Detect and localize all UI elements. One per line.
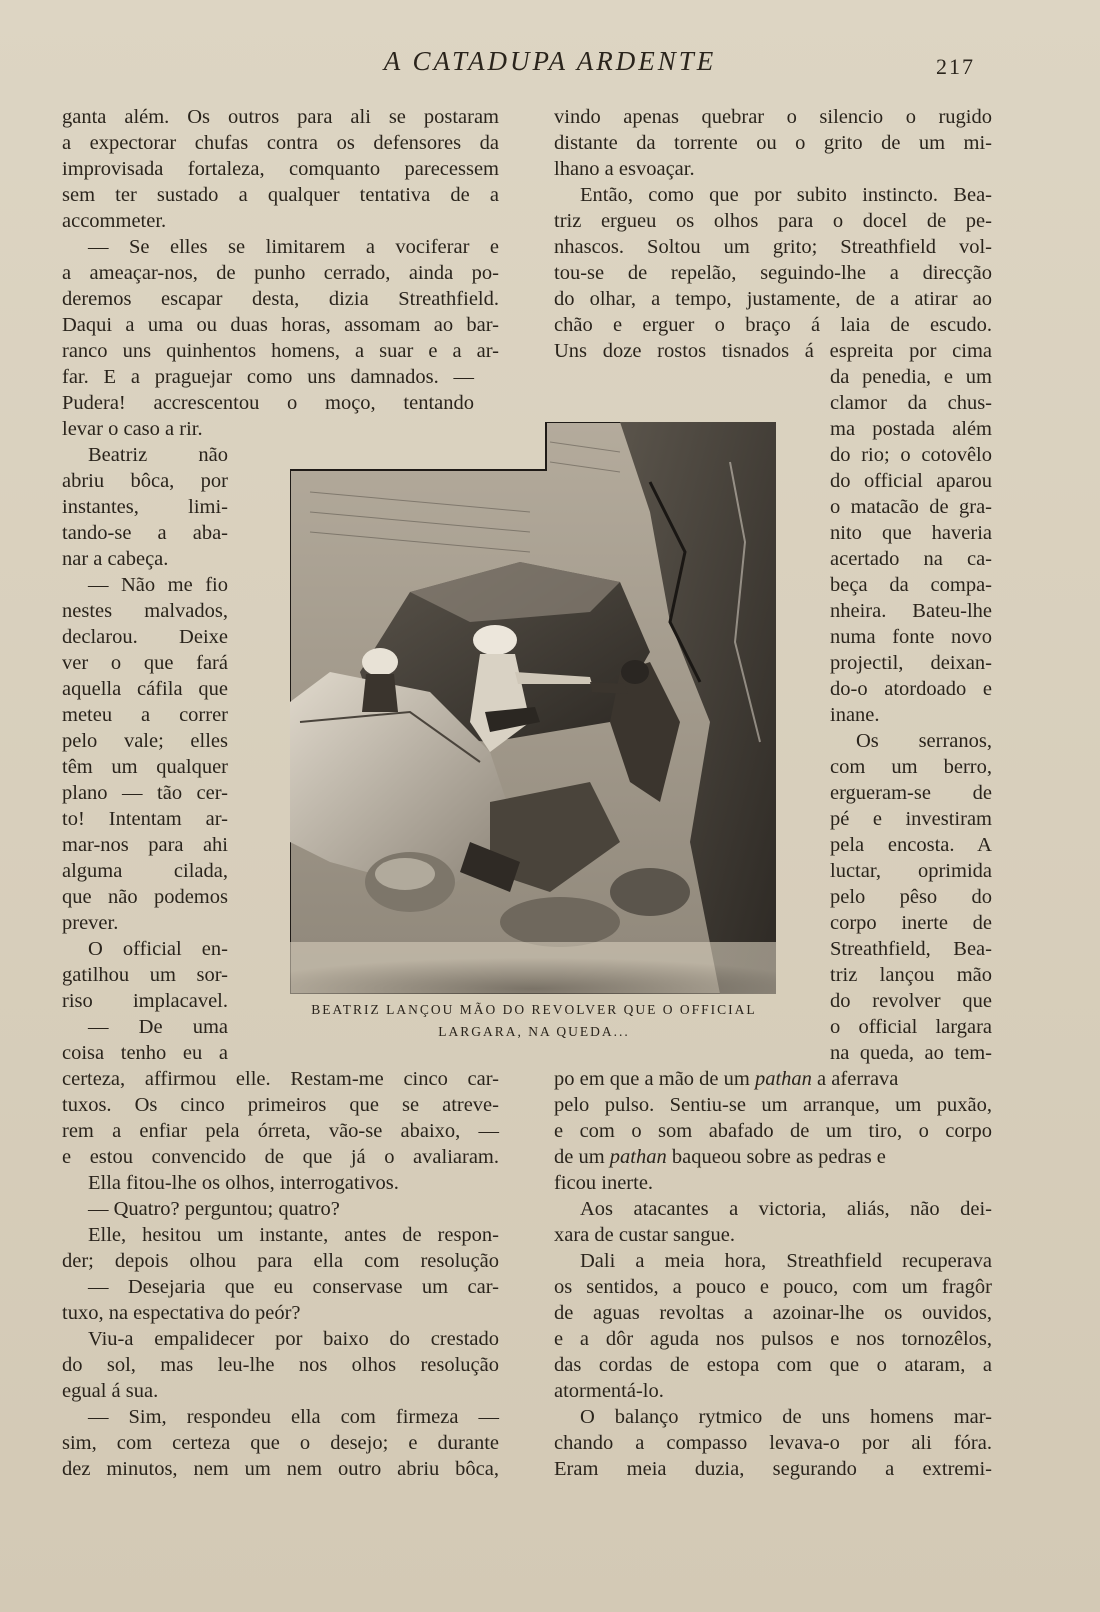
text-line: lhano a esvoaçar.	[554, 158, 695, 180]
text-line: tuxos. Os cinco primeiros que se atreve-	[62, 1094, 499, 1116]
text-line: Ella fitou-lhe os olhos, interrogativos.	[88, 1172, 399, 1194]
text-line: gatilhou um sor-	[62, 964, 228, 986]
illustration-caption-line: BEATRIZ LANÇOU MÃO DO REVOLVER QUE O OFFICIAL	[311, 1002, 757, 1017]
text-line: do official aparou	[830, 470, 992, 492]
text-line: o matacão de gra-	[830, 496, 992, 518]
text-line: Uns doze rostos tisnados á espreita por cima	[554, 340, 992, 362]
text-line: triz lançou mão	[830, 964, 992, 986]
text-line: tando-se a aba-	[62, 522, 228, 544]
text-line: O balanço rytmico de uns homens mar-	[580, 1406, 992, 1428]
text-line: Então, como que por subito instincto. Bea-	[580, 184, 992, 206]
text-line: far. E a praguejar como uns damnados. —	[62, 366, 474, 388]
text-line: e com o som abafado de um tiro, o corpo	[554, 1120, 992, 1142]
text-line: rem a enfiar pela órreta, vão-se abaixo, —	[62, 1120, 499, 1142]
text-line: de aguas revoltas a azoinar-lhe os ouvidos,	[554, 1302, 992, 1324]
text-line: instantes, limi-	[62, 496, 228, 518]
text-line: Viu-a empalidecer por baixo do crestado	[88, 1328, 499, 1350]
text-line: — Desejaria que eu conservase um car-	[88, 1276, 499, 1298]
text-line: deremos escapar desta, dizia Streathfield.	[62, 288, 499, 310]
text-line: Os serranos,	[856, 730, 992, 752]
text-line: clamor da chus-	[830, 392, 992, 414]
text-line: o official largara	[830, 1016, 992, 1038]
text-line: ergueram-se de	[830, 782, 992, 804]
text-line: Daqui a uma ou duas horas, assomam ao bar-	[62, 314, 499, 336]
text-line: projectil, deixan-	[830, 652, 992, 674]
text-line: a ameaçar-nos, de punho cerrado, ainda po-	[62, 262, 499, 284]
text-line: — Quatro? perguntou; quatro?	[88, 1198, 340, 1220]
turban-left	[362, 648, 398, 676]
text-line: ver o que fará	[62, 652, 228, 674]
text-line: coisa tenho eu a	[62, 1042, 228, 1064]
text-line: inane.	[830, 704, 880, 726]
text-span: po em que a mão de um	[554, 1068, 750, 1090]
text-line: — Não me fio	[88, 574, 228, 596]
text-line: plano — tão cer-	[62, 782, 228, 804]
text-line: Elle, hesitou um instante, antes de respon-	[88, 1224, 499, 1246]
text-line: tou-se de repelão, seguindo-lhe a direcção	[554, 262, 992, 284]
text-line: — De uma	[88, 1016, 228, 1038]
text-line: os sentidos, a pouco e pouco, com um fragôr	[554, 1276, 992, 1298]
text-span: de um	[554, 1146, 605, 1168]
text-line: xara de custar sangue.	[554, 1224, 735, 1246]
text-line: sim, com certeza que o desejo; e durante	[62, 1432, 499, 1454]
text-line: — Se elles se limitarem a vociferar e	[88, 236, 499, 258]
text-line: pela encosta. A	[830, 834, 992, 856]
text-line: nheira. Bateu-lhe	[830, 600, 992, 622]
italic-word: pathan	[609, 1146, 667, 1168]
text-line: com um berro,	[830, 756, 992, 778]
text-line: Eram meia duzia, segurando a extremi-	[554, 1458, 992, 1480]
text-line: abriu bôca, por	[62, 470, 228, 492]
text-line: das cordas de estopa com que o ataram, a	[554, 1354, 992, 1376]
text-line: pelo vale; elles	[62, 730, 228, 752]
text-line: na queda, ao tem-	[830, 1042, 992, 1064]
text-line: atormentá-lo.	[554, 1380, 664, 1402]
text-line: Dali a meia hora, Streathfield recuperava	[580, 1250, 992, 1272]
text-line: O official en-	[88, 938, 228, 960]
page-number: 217	[936, 54, 975, 79]
text-line: nhascos. Soltou um grito; Streathfield vol-	[554, 236, 992, 258]
text-line: to! Intentam ar-	[62, 808, 228, 830]
text-line: distante da torrente ou o grito de um mi-	[554, 132, 992, 154]
text-span: a aferrava	[817, 1068, 899, 1090]
text-line: ficou inerte.	[554, 1172, 654, 1194]
text-line: declarou. Deixe	[62, 626, 228, 648]
text-line: luctar, oprimida	[830, 860, 992, 882]
text-line: têm um qualquer	[62, 756, 228, 778]
text-line: ganta além. Os outros para ali se postaram	[62, 106, 499, 128]
text-line: e a dôr aguda nos pulsos e nos tornozêlos,	[554, 1328, 992, 1350]
illustration-caption-line: LARGARA, NA QUEDA...	[438, 1024, 630, 1039]
running-title: A CATADUPA ARDENTE	[383, 46, 717, 76]
text-line: do rio; o cotovêlo	[830, 444, 992, 466]
text-line: numa fonte novo	[830, 626, 992, 648]
text-line: ma postada além	[830, 418, 992, 440]
text-line: alguma cilada,	[62, 860, 228, 882]
text-line: chando a compasso levava-o por ali fóra.	[554, 1432, 992, 1454]
text-line: do revolver que	[830, 990, 992, 1012]
text-line: da penedia, e um	[830, 366, 992, 388]
text-line: corpo inerte de	[830, 912, 992, 934]
text-line: ranco uns quinhentos homens, a suar e a ar-	[62, 340, 499, 362]
text-line: pé e investiram	[830, 808, 992, 830]
text-line: chão e erguer o braço á laia de escudo.	[554, 314, 992, 336]
italic-word: pathan	[754, 1068, 812, 1090]
text-line: improvisada fortaleza, comquanto parecessem	[62, 158, 499, 180]
text-line: certeza, affirmou elle. Restam-me cinco car-	[62, 1068, 499, 1090]
text-line: riso implacavel.	[62, 990, 228, 1012]
text-line: do-o atordoado e	[830, 678, 992, 700]
text-line: accommeter.	[62, 210, 167, 232]
text-line: aquella cáfila que	[62, 678, 228, 700]
text-line: der; depois olhou para ella com resolução	[62, 1250, 499, 1272]
text-line: prever.	[62, 912, 119, 934]
text-span: baqueou sobre as pedras e	[671, 1146, 886, 1168]
text-line: pelo pêso do	[830, 886, 992, 908]
text-line: — Sim, respondeu ella com firmeza —	[88, 1406, 499, 1428]
text-line: e estou convencido de que já o avaliaram.	[62, 1146, 499, 1168]
text-line: a expectorar chufas contra os defensores da	[62, 132, 499, 154]
text-line: nito que haveria	[830, 522, 992, 544]
text-line: nestes malvados,	[62, 600, 228, 622]
text-line: acertado na ca-	[830, 548, 992, 570]
engraving-illustration	[290, 422, 776, 994]
text-line: triz ergueu os olhos para o docel de pe-	[554, 210, 992, 232]
text-line: dez minutos, nem um nem outro abriu bôca,	[62, 1458, 499, 1480]
text-line: vindo apenas quebrar o silencio o rugido	[554, 106, 992, 128]
text-line: do sol, mas leu-lhe nos olhos resolução	[62, 1354, 499, 1376]
text-line-with-italic	[554, 1144, 992, 1170]
text-line: Pudera! accrescentou o moço, tentando	[62, 392, 474, 414]
text-line: sem ter sustado a qualquer tentativa de a	[62, 184, 499, 206]
text-line: Aos atacantes a victoria, aliás, não dei-	[580, 1198, 992, 1220]
text-line: nar a cabeça.	[62, 548, 169, 570]
engraving-artwork	[290, 422, 776, 994]
text-line: meteu a correr	[62, 704, 228, 726]
text-line: Beatriz não	[88, 444, 228, 466]
text-line: pelo pulso. Sentiu-se um arranque, um puxão,	[554, 1094, 992, 1116]
text-line: egual á sua.	[62, 1380, 159, 1402]
text-line: tuxo, na espectativa do peór?	[62, 1302, 301, 1324]
text-line: do olhar, a tempo, justamente, de a atirar ao	[554, 288, 992, 310]
text-line: beça da compa-	[830, 574, 992, 596]
text-line-with-italic	[554, 1066, 992, 1092]
text-line: mar-nos para ahi	[62, 834, 228, 856]
text-line: Streathfield, Bea-	[830, 938, 992, 960]
text-line: que não podemos	[62, 886, 228, 908]
text-line: levar o caso a rir.	[62, 418, 203, 440]
